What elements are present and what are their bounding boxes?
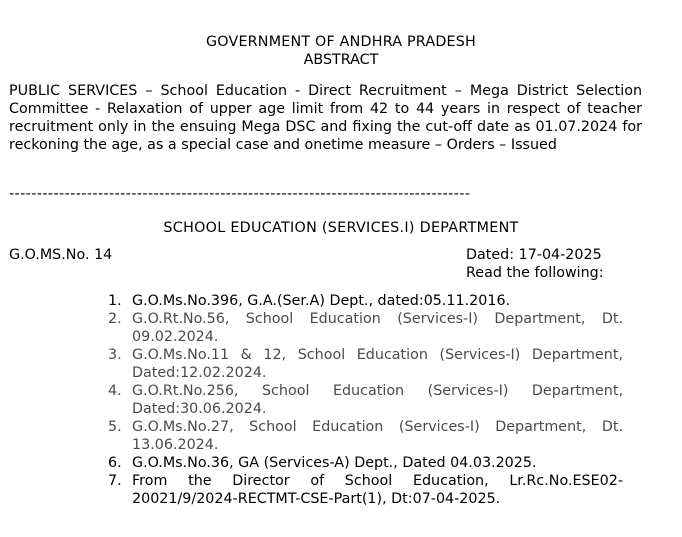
reference-number: 3. [108,347,122,363]
government-title: GOVERNMENT OF ANDHRA PRADESH [205,34,477,50]
department-title: SCHOOL EDUCATION (SERVICES.I) DEPARTMENT [163,220,519,236]
reference-text: G.O.Ms.No.36, GA (Services-A) Dept., Dated 04.03.2025. [132,455,537,471]
reference-number: 7. [108,473,122,489]
reference-item [100,382,623,418]
reference-number: 5. [108,419,122,435]
reference-item [100,346,623,382]
reference-item [100,310,623,346]
read-following-label: Read the following: [466,265,604,281]
reference-number: 6. [108,455,122,471]
reference-text: G.O.Ms.No.11 & 12, School Education (Services-I) Department, Dated:12.02.2024. [132,347,623,381]
subject-paragraph: PUBLIC SERVICES – School Education - Direct Recruitment – Mega District Selection Committee - Relaxation of upper age limit from 42 to 44 years in respect of teacher recruitment only in the ensuing Mega DSC and fixing the cut-off date as 01.07.2024 for reckoning the age, as a special case and onetime measure – Orders – Issued [9,83,642,153]
reference-text: From the Director of School Education, Lr.Rc.No.ESE02-20021/9/2024-RECTMT-CSE-Part(1), Dt:07-04-2025. [132,473,623,507]
reference-item [100,292,623,310]
reference-item [100,454,623,472]
reference-text: G.O.Ms.No.27, School Education (Services-I) Department, Dt. 13.06.2024. [132,419,623,453]
reference-number: 2. [108,311,122,327]
dated-label: Dated: 17-04-2025 [466,247,602,263]
reference-item [100,472,623,508]
reference-text: G.O.Rt.No.256, School Education (Services-I) Department, Dated:30.06.2024. [132,383,623,417]
dashed-divider: ----------------------------------------------------------------------------------- [9,186,471,202]
reference-number: 4. [108,383,122,399]
reference-number: 1. [108,293,122,309]
reference-list [100,292,623,508]
reference-text: G.O.Ms.No.396, G.A.(Ser.A) Dept., dated:05.11.2016. [132,293,511,309]
abstract-title: ABSTRACT [303,52,379,68]
reference-item [100,418,623,454]
reference-text: G.O.Rt.No.56, School Education (Services-I) Department, Dt. 09.02.2024. [132,311,623,345]
go-number: G.O.MS.No. 14 [9,247,113,263]
